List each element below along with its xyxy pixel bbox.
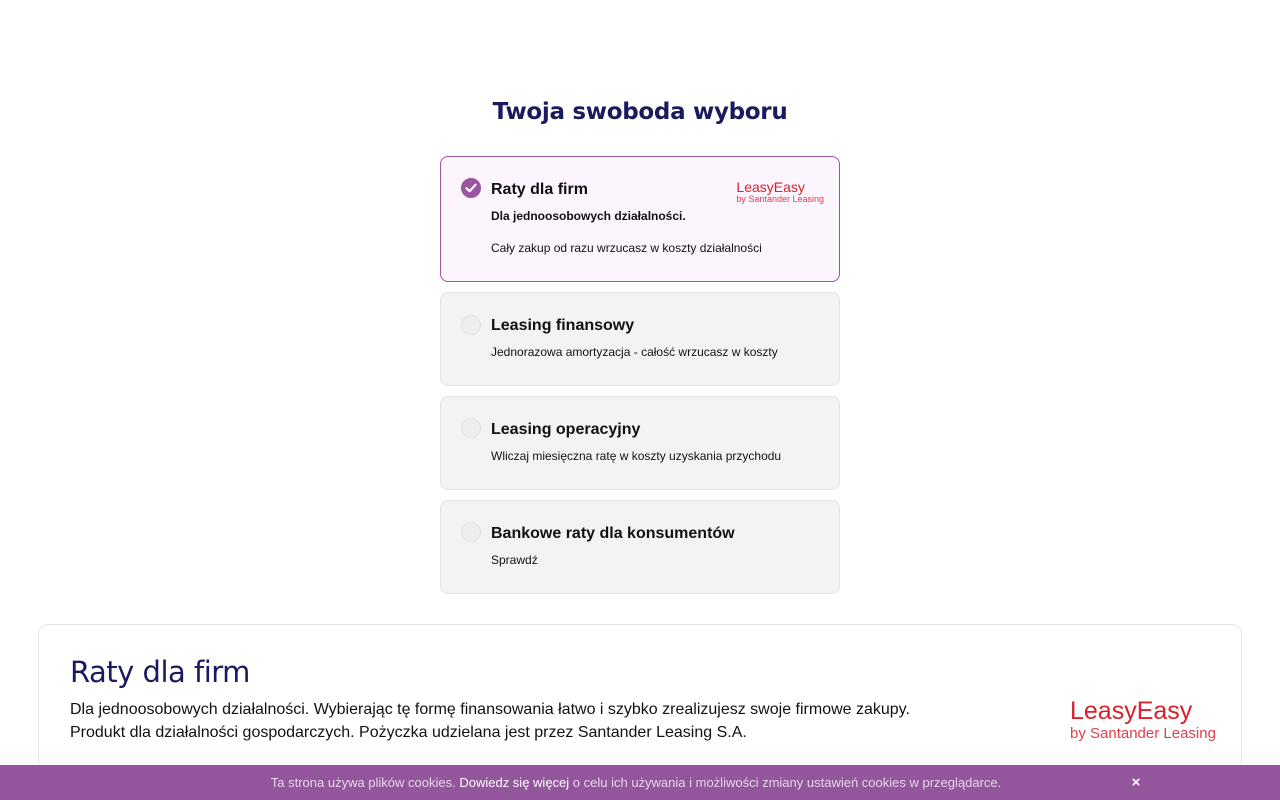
- cookie-bar: [0, 765, 1280, 800]
- section-title: Twoja swoboda wyboru: [492, 99, 788, 125]
- logo-brand: LeasyEasy: [1070, 697, 1193, 725]
- cookie-text-after: o celu ich używania i możliwości zmiany ustawień cookies w przeglądarce.: [569, 775, 1002, 790]
- option-title: Bankowe raty dla konsumentów: [491, 525, 735, 542]
- radio-icon[interactable]: [461, 522, 481, 542]
- check-circle-icon[interactable]: [461, 178, 481, 198]
- option-raty-dla-firm[interactable]: [440, 156, 840, 282]
- financing-options: [440, 156, 840, 604]
- option-bankowe-raty[interactable]: [440, 500, 840, 594]
- logo-sub: by Santander Leasing: [1070, 725, 1216, 742]
- leasyeasy-logo-large: [1070, 699, 1216, 741]
- detail-line-1: Dla jednoosobowych działalności. Wybierając tę formę finansowania łatwo i szybko zrealizujesz swoje firmowe zakupy.: [70, 701, 910, 718]
- option-title: Leasing operacyjny: [491, 421, 641, 438]
- option-description: Sprawdź: [491, 553, 538, 567]
- close-icon[interactable]: ×: [1131, 773, 1141, 791]
- option-description: Cały zakup od razu wrzucasz w koszty działalności: [491, 241, 762, 255]
- radio-icon[interactable]: [461, 315, 481, 335]
- leasyeasy-logo: [736, 180, 824, 204]
- detail-title: Raty dla firm: [70, 655, 250, 689]
- detail-description: [70, 698, 910, 744]
- logo-brand: LeasyEasy: [736, 179, 805, 195]
- cookie-text-before: Ta strona używa plików cookies.: [270, 775, 460, 790]
- cookie-learn-more-link[interactable]: Dowiedz się więcej: [459, 775, 570, 790]
- option-leasing-finansowy[interactable]: [440, 292, 840, 386]
- option-title: Raty dla firm: [491, 181, 588, 198]
- cookie-text: [271, 775, 1002, 790]
- option-description: Jednorazowa amortyzacja - całość wrzucasz w koszty: [491, 345, 778, 359]
- logo-sub: by Santander Leasing: [736, 194, 824, 204]
- radio-icon[interactable]: [461, 418, 481, 438]
- checkmark-icon: [465, 183, 477, 193]
- option-description: Wliczaj miesięczna ratę w koszty uzyskania przychodu: [491, 449, 782, 463]
- option-leasing-operacyjny[interactable]: [440, 396, 840, 490]
- detail-line-2: Produkt dla działalności gospodarczych. Pożyczka udzielana jest przez Santander Leasing S.A.: [70, 724, 747, 741]
- option-subtitle: Dla jednoosobowych działalności.: [491, 209, 686, 223]
- option-title: Leasing finansowy: [491, 317, 635, 334]
